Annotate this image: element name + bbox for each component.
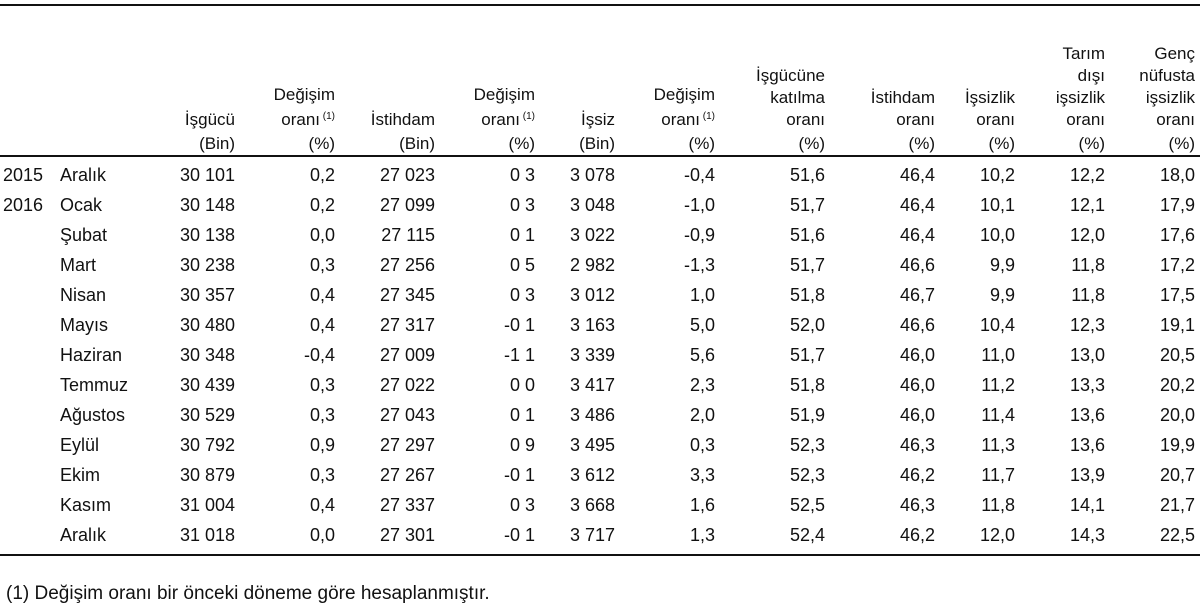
column-header (156, 7, 240, 156)
value-cell: 0,2 (309, 195, 335, 215)
value-cell: -0,4 (303, 345, 335, 365)
column-header (940, 7, 1020, 156)
year-cell (0, 250, 56, 280)
value-cell: 27 301 (340, 520, 440, 555)
header-year (0, 7, 56, 156)
value-cell: 13,3 (1069, 375, 1105, 395)
value-cell: 0 0 (509, 375, 535, 395)
value-cell: 1,6 (689, 495, 715, 515)
table-row (0, 430, 1200, 460)
value-cell: 0 3 (509, 495, 535, 515)
month-cell: Aralık (60, 165, 107, 185)
value-cell: 5,6 (689, 345, 715, 365)
value-cell: 0 5 (509, 255, 535, 275)
value-cell: 3 339 (569, 345, 615, 365)
column-unit: (%) (1078, 134, 1105, 153)
table-row (0, 220, 1200, 250)
column-header-line: nüfusta (1139, 66, 1195, 85)
value-cell: 30 148 (179, 195, 235, 215)
column-header (1110, 7, 1200, 156)
value-cell: 3 495 (569, 435, 615, 455)
value-cell: 27 297 (379, 435, 435, 455)
value-cell: 0,3 (309, 255, 335, 275)
value-cell: 11,8 (1071, 255, 1105, 275)
value-cell: 51,7 (789, 195, 825, 215)
year-cell (0, 220, 56, 250)
value-cell: 0,9 (309, 435, 335, 455)
column-unit: (%) (688, 134, 715, 153)
value-cell: 30 529 (179, 405, 235, 425)
year-cell (0, 520, 56, 555)
table-row (0, 460, 1200, 490)
value-cell: 5,0 (689, 315, 715, 335)
value-cell: 12,2 (1069, 165, 1105, 185)
value-cell: 3 612 (569, 465, 615, 485)
value-cell: 10,0 (979, 225, 1015, 245)
column-header (540, 7, 620, 156)
value-cell: 30 348 (179, 345, 235, 365)
value-cell: 51,7 (789, 255, 825, 275)
value-cell: -1,3 (683, 255, 715, 275)
value-cell: 52,4 (720, 520, 830, 555)
top-rule (0, 4, 1200, 6)
value-cell: 46,2 (899, 465, 935, 485)
value-cell: 0 3 (509, 285, 535, 305)
value-cell: 9,9 (989, 285, 1015, 305)
value-cell: -0 1 (440, 520, 540, 555)
value-cell: 10,2 (979, 165, 1015, 185)
value-cell: 14,1 (1069, 495, 1105, 515)
value-cell: 17,6 (1159, 225, 1195, 245)
column-header (340, 7, 440, 156)
table-header (0, 7, 1200, 156)
table-row (0, 156, 1200, 190)
column-header (1020, 7, 1110, 156)
value-cell: 30 357 (179, 285, 235, 305)
value-cell: 46,0 (899, 345, 935, 365)
value-cell: 1,0 (689, 285, 715, 305)
value-cell: 20,7 (1159, 465, 1195, 485)
value-cell: -1,0 (683, 195, 715, 215)
value-cell: 51,6 (789, 165, 825, 185)
column-header (620, 7, 720, 156)
month-cell: Temmuz (60, 375, 129, 395)
value-cell: 20,0 (1159, 405, 1195, 425)
value-cell: 0,3 (309, 465, 335, 485)
value-cell: 30 138 (179, 225, 235, 245)
column-header-line: dışı (1077, 66, 1105, 85)
value-cell: 0 9 (509, 435, 535, 455)
value-cell: 31 018 (156, 520, 240, 555)
value-cell: 46,0 (899, 405, 935, 425)
value-cell: 11,0 (981, 345, 1015, 365)
value-cell: 14,3 (1020, 520, 1110, 555)
column-header-line: Değişim (653, 85, 715, 104)
value-cell: 52,3 (789, 435, 825, 455)
value-cell: 11,7 (981, 465, 1015, 485)
month-cell: Eylül (60, 435, 100, 455)
value-cell: 2,3 (689, 375, 715, 395)
value-cell: 52,5 (789, 495, 825, 515)
value-cell: 51,8 (789, 285, 825, 305)
column-header-line: oranı $^{(1)}$ (661, 110, 715, 129)
value-cell: 10,4 (979, 315, 1015, 335)
column-header-line: oranı $^{(1)}$ (281, 110, 335, 129)
value-cell: 31 004 (179, 495, 235, 515)
value-cell: 0,3 (309, 405, 335, 425)
value-cell: 52,0 (789, 315, 825, 335)
table-row (0, 190, 1200, 220)
value-cell: 2 982 (569, 255, 615, 275)
value-cell: 51,6 (789, 225, 825, 245)
value-cell: 3 668 (569, 495, 615, 515)
month-cell: Ağustos (60, 405, 126, 425)
table-row (0, 310, 1200, 340)
table-row (0, 340, 1200, 370)
value-cell: 51,8 (789, 375, 825, 395)
month-cell: Şubat (60, 225, 108, 245)
value-cell: 46,3 (899, 435, 935, 455)
value-cell: 46,3 (899, 495, 935, 515)
value-cell: 46,4 (899, 225, 935, 245)
value-cell: 30 879 (179, 465, 235, 485)
year-cell (0, 310, 56, 340)
year-cell (0, 370, 56, 400)
month-cell: Ocak (60, 195, 103, 215)
value-cell: 17,9 (1159, 195, 1195, 215)
column-header (720, 7, 830, 156)
value-cell: 46,7 (899, 285, 935, 305)
column-header-line: oranı (896, 110, 935, 129)
value-cell: 27 023 (379, 165, 435, 185)
value-cell: 3 417 (569, 375, 615, 395)
value-cell: 3 486 (569, 405, 615, 425)
column-header-line: İşgücüne (756, 66, 825, 85)
month-cell: Kasım (60, 495, 112, 515)
footnote-marker: (1) (320, 111, 335, 122)
value-cell: 0,0 (309, 225, 335, 245)
value-cell: 30 792 (179, 435, 235, 455)
value-cell: 3 012 (569, 285, 615, 305)
year-cell (0, 400, 56, 430)
value-cell: 27 317 (379, 315, 435, 335)
value-cell: 0,3 (309, 375, 335, 395)
column-unit: (%) (908, 134, 935, 153)
column-unit: (Bin) (579, 134, 615, 153)
column-header (240, 7, 340, 156)
value-cell: 27 009 (379, 345, 435, 365)
value-cell: -0,9 (683, 225, 715, 245)
column-header-line: oranı (1156, 110, 1195, 129)
year-cell (0, 490, 56, 520)
table-row (0, 280, 1200, 310)
column-unit: (%) (308, 134, 335, 153)
value-cell: 13,6 (1069, 435, 1105, 455)
value-cell: 0 3 (509, 195, 535, 215)
value-cell: 11,2 (981, 375, 1015, 395)
value-cell: 3 163 (569, 315, 615, 335)
value-cell: 52,3 (789, 465, 825, 485)
labour-force-table (0, 7, 1200, 556)
value-cell: 10,1 (979, 195, 1015, 215)
value-cell: 12,0 (940, 520, 1020, 555)
column-header-line: oranı (786, 110, 825, 129)
value-cell: 3,3 (689, 465, 715, 485)
value-cell: 3 048 (569, 195, 615, 215)
column-header-line: İstihdam (370, 110, 435, 129)
value-cell: 21,7 (1159, 495, 1195, 515)
value-cell: 0,4 (309, 495, 335, 515)
value-cell: 13,0 (1069, 345, 1105, 365)
column-header-line: Tarım (1062, 44, 1105, 63)
column-unit: (%) (798, 134, 825, 153)
value-cell: 30 238 (179, 255, 235, 275)
column-header-line: katılma (770, 88, 825, 107)
month-cell: Aralık (56, 520, 156, 555)
footnote-marker: (1) (520, 111, 535, 122)
value-cell: 46,2 (830, 520, 940, 555)
table-body (0, 156, 1200, 555)
value-cell: 0,3 (689, 435, 715, 455)
column-header-line: Değişim (273, 85, 335, 104)
value-cell: 11,3 (981, 435, 1015, 455)
value-cell: 19,1 (1159, 315, 1195, 335)
value-cell: 3 022 (569, 225, 615, 245)
year-cell (0, 430, 56, 460)
month-cell: Nisan (60, 285, 107, 305)
column-unit: (%) (508, 134, 535, 153)
value-cell: 27 256 (379, 255, 435, 275)
value-cell: -0 1 (503, 465, 535, 485)
column-unit: (%) (1168, 134, 1195, 153)
month-cell: Mart (60, 255, 96, 275)
value-cell: -0,4 (683, 165, 715, 185)
value-cell: 3 078 (569, 165, 615, 185)
value-cell: 17,2 (1159, 255, 1195, 275)
header-row (0, 7, 1200, 156)
value-cell: 27 022 (379, 375, 435, 395)
value-cell: 27 099 (379, 195, 435, 215)
column-header (830, 7, 940, 156)
value-cell: 0,4 (309, 285, 335, 305)
header-month (56, 7, 156, 156)
value-cell: 11,8 (1071, 285, 1105, 305)
year-cell: 2015 (3, 165, 44, 185)
value-cell: 27 345 (379, 285, 435, 305)
value-cell: 46,6 (899, 255, 935, 275)
value-cell: 0 3 (509, 165, 535, 185)
year-cell (0, 460, 56, 490)
column-header-line: Genç (1154, 44, 1195, 63)
value-cell: 46,6 (899, 315, 935, 335)
month-cell: Haziran (60, 345, 123, 365)
value-cell: -0 1 (503, 315, 535, 335)
column-header-line: İşgücü (184, 110, 235, 129)
year-cell (0, 340, 56, 370)
column-unit: (Bin) (399, 134, 435, 153)
value-cell: 0 1 (509, 405, 535, 425)
value-cell: 1,3 (620, 520, 720, 555)
value-cell: 27 337 (379, 495, 435, 515)
value-cell: 27 267 (379, 465, 435, 485)
column-header-line: Değişim (473, 85, 535, 104)
column-header-line: İşsiz (581, 110, 615, 129)
year-cell: 2016 (3, 195, 44, 215)
value-cell: 30 101 (179, 165, 235, 185)
value-cell: 0,4 (309, 315, 335, 335)
value-cell: 0,2 (309, 165, 335, 185)
value-cell: 11,8 (981, 495, 1015, 515)
value-cell: 11,4 (981, 405, 1015, 425)
value-cell: 0,0 (240, 520, 340, 555)
value-cell: 46,0 (899, 375, 935, 395)
value-cell: 51,7 (789, 345, 825, 365)
column-header-line: İşsizlik (964, 88, 1015, 107)
month-cell: Ekim (60, 465, 100, 485)
value-cell: 9,9 (989, 255, 1015, 275)
value-cell: 0 1 (509, 225, 535, 245)
column-header-line: işsizlik (1055, 88, 1105, 107)
year-cell (0, 280, 56, 310)
value-cell: 13,9 (1069, 465, 1105, 485)
value-cell: 30 480 (179, 315, 235, 335)
value-cell: 51,9 (789, 405, 825, 425)
value-cell: 2,0 (689, 405, 715, 425)
column-header (440, 7, 540, 156)
value-cell: 13,6 (1069, 405, 1105, 425)
column-header-line: işsizlik (1145, 88, 1195, 107)
value-cell: 12,3 (1069, 315, 1105, 335)
column-unit: (Bin) (199, 134, 235, 153)
value-cell: 22,5 (1110, 520, 1200, 555)
value-cell: 20,2 (1159, 375, 1195, 395)
value-cell: 18,0 (1159, 165, 1195, 185)
column-header-line: İstihdam (870, 88, 935, 107)
table-row (0, 490, 1200, 520)
value-cell: 46,4 (899, 195, 935, 215)
value-cell: 17,5 (1159, 285, 1195, 305)
value-cell: -1 1 (503, 345, 535, 365)
table-row (0, 250, 1200, 280)
value-cell: 12,0 (1069, 225, 1105, 245)
value-cell: 27 115 (381, 225, 435, 245)
table-row (0, 400, 1200, 430)
footnote-marker: (1) (700, 111, 715, 122)
month-cell: Mayıs (60, 315, 109, 335)
value-cell: 27 043 (379, 405, 435, 425)
value-cell: 3 717 (540, 520, 620, 555)
table-row (0, 520, 1200, 555)
column-header-line: oranı (976, 110, 1015, 129)
column-header-line: oranı $^{(1)}$ (481, 110, 535, 129)
column-unit: (%) (988, 134, 1015, 153)
value-cell: 46,4 (899, 165, 935, 185)
footnote: (1) Değişim oranı bir önceki döneme göre hesaplanmıştır. (6, 583, 490, 604)
value-cell: 19,9 (1159, 435, 1195, 455)
value-cell: 20,5 (1159, 345, 1195, 365)
column-header-line: oranı (1066, 110, 1105, 129)
table-row (0, 370, 1200, 400)
value-cell: 12,1 (1069, 195, 1105, 215)
value-cell: 30 439 (179, 375, 235, 395)
